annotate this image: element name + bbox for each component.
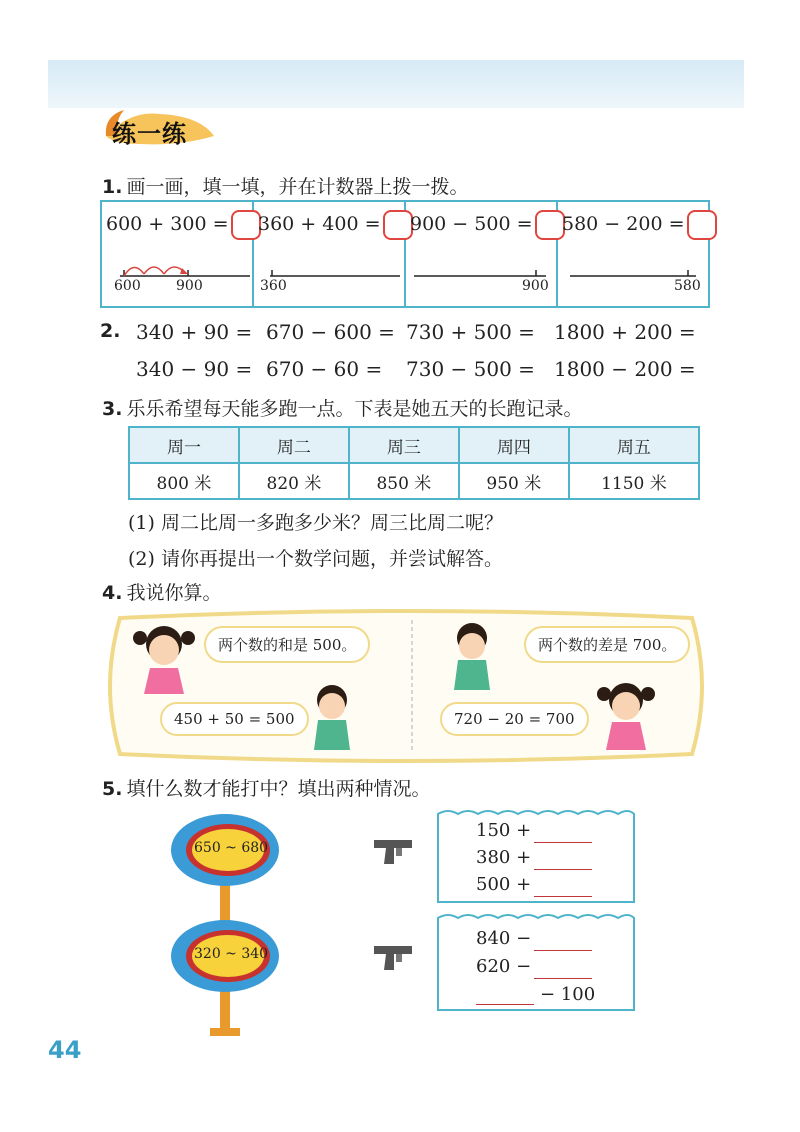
q1-expression: 580 − 200 = (562, 213, 685, 235)
q2-expression: 1800 + 200 = (554, 320, 696, 344)
toy-gun-icon (372, 942, 416, 974)
q2-expression: 730 − 500 = (406, 357, 535, 381)
q1-expression: 360 + 400 = (258, 213, 381, 235)
q1-box (100, 200, 710, 308)
q3-sub-question-2: (2) 请你再提出一个数学问题，并尝试解答。 (128, 548, 503, 570)
section-title: 练一练 (112, 120, 187, 148)
q3-text: 乐乐希望每天能多跑一点。下表是她五天的长跑记录。 (126, 398, 583, 420)
distance-cell: 1150 米 (569, 463, 699, 499)
distance-cell: 950 米 (459, 463, 569, 499)
q2-expression: 670 − 600 = (266, 320, 395, 344)
q1-cell (102, 202, 254, 306)
distance-cell: 820 米 (239, 463, 349, 499)
card-expression: 840 − (476, 928, 532, 949)
q2-expression: 730 + 500 = (406, 320, 535, 344)
q4-text: 我说你算。 (126, 582, 222, 604)
top-band (48, 60, 744, 108)
number-line (406, 252, 556, 302)
number-line (254, 252, 404, 302)
target (170, 812, 280, 932)
q3-sub-question-1: (1) 周二比周一多跑多少米？周三比周二呢？ (128, 512, 503, 534)
blank-line[interactable] (534, 842, 592, 843)
day-cell: 周四 (459, 427, 569, 463)
q1-expression: 900 − 500 = (410, 213, 533, 235)
day-cell: 周五 (569, 427, 699, 463)
card-expression: − 100 (540, 984, 596, 1005)
q1-cell (406, 202, 558, 306)
number-line-label: 360 (260, 278, 287, 294)
blank-line[interactable] (476, 1004, 534, 1005)
speech-bubble: 两个数的差是 700。 (524, 626, 690, 663)
number-line-label: 580 (674, 278, 701, 294)
blank-line[interactable] (534, 950, 592, 951)
q5-text: 填什么数才能打中？填出两种情况。 (126, 778, 431, 800)
table-header-row (129, 427, 699, 463)
q2-expression: 340 − 90 = (136, 357, 253, 381)
card-expression: 620 − (476, 956, 532, 977)
running-record-table (128, 426, 700, 500)
q1-cell (558, 202, 708, 306)
q3-heading (102, 394, 582, 421)
card-expression: 150 + (476, 820, 532, 841)
q2-number: 2. (100, 320, 121, 342)
blank-line[interactable] (534, 869, 592, 870)
q1-number: 1. (102, 176, 123, 198)
day-cell: 周二 (239, 427, 349, 463)
number-line (558, 252, 708, 302)
q2-expression: 340 + 90 = (136, 320, 253, 344)
q2-expression: 670 − 60 = (266, 357, 383, 381)
day-cell: 周一 (129, 427, 239, 463)
card-expression: 380 + (476, 847, 532, 868)
q1-text: 画一画，填一填，并在计数器上拨一拨。 (126, 176, 469, 198)
q5-heading (102, 774, 430, 801)
blank-line[interactable] (534, 978, 592, 979)
number-line-label: 600 (114, 278, 141, 294)
q4-number: 4. (102, 582, 123, 604)
number-line (102, 252, 252, 302)
page-number: 44 (48, 1036, 82, 1064)
q1-cell (254, 202, 406, 306)
dialog-panel (100, 608, 712, 764)
speech-bubble: 两个数的和是 500。 (204, 626, 370, 663)
distance-cell: 850 米 (349, 463, 459, 499)
number-line-label: 900 (522, 278, 549, 294)
blank-line[interactable] (534, 896, 592, 897)
answer-card (436, 808, 636, 904)
q2-expression: 1800 − 200 = (554, 357, 696, 381)
distance-cell: 800 米 (129, 463, 239, 499)
target (170, 918, 280, 1038)
table-row (129, 463, 699, 499)
answer-bubble: 450 + 50 = 500 (160, 702, 309, 736)
q4-heading (102, 578, 221, 605)
q1-expression: 600 + 300 = (106, 213, 229, 235)
day-cell: 周三 (349, 427, 459, 463)
target-range-label: 650 ~ 680 (194, 840, 269, 856)
card-expression: 500 + (476, 874, 532, 895)
q3-number: 3. (102, 398, 123, 420)
answer-card (436, 912, 636, 1012)
number-line-label: 900 (176, 278, 203, 294)
q1-heading (102, 172, 468, 199)
toy-gun-icon (372, 836, 416, 868)
q5-number: 5. (102, 778, 123, 800)
answer-bubble: 720 − 20 = 700 (440, 702, 589, 736)
target-range-label: 320 ~ 340 (194, 946, 269, 962)
answer-box[interactable] (687, 210, 717, 240)
